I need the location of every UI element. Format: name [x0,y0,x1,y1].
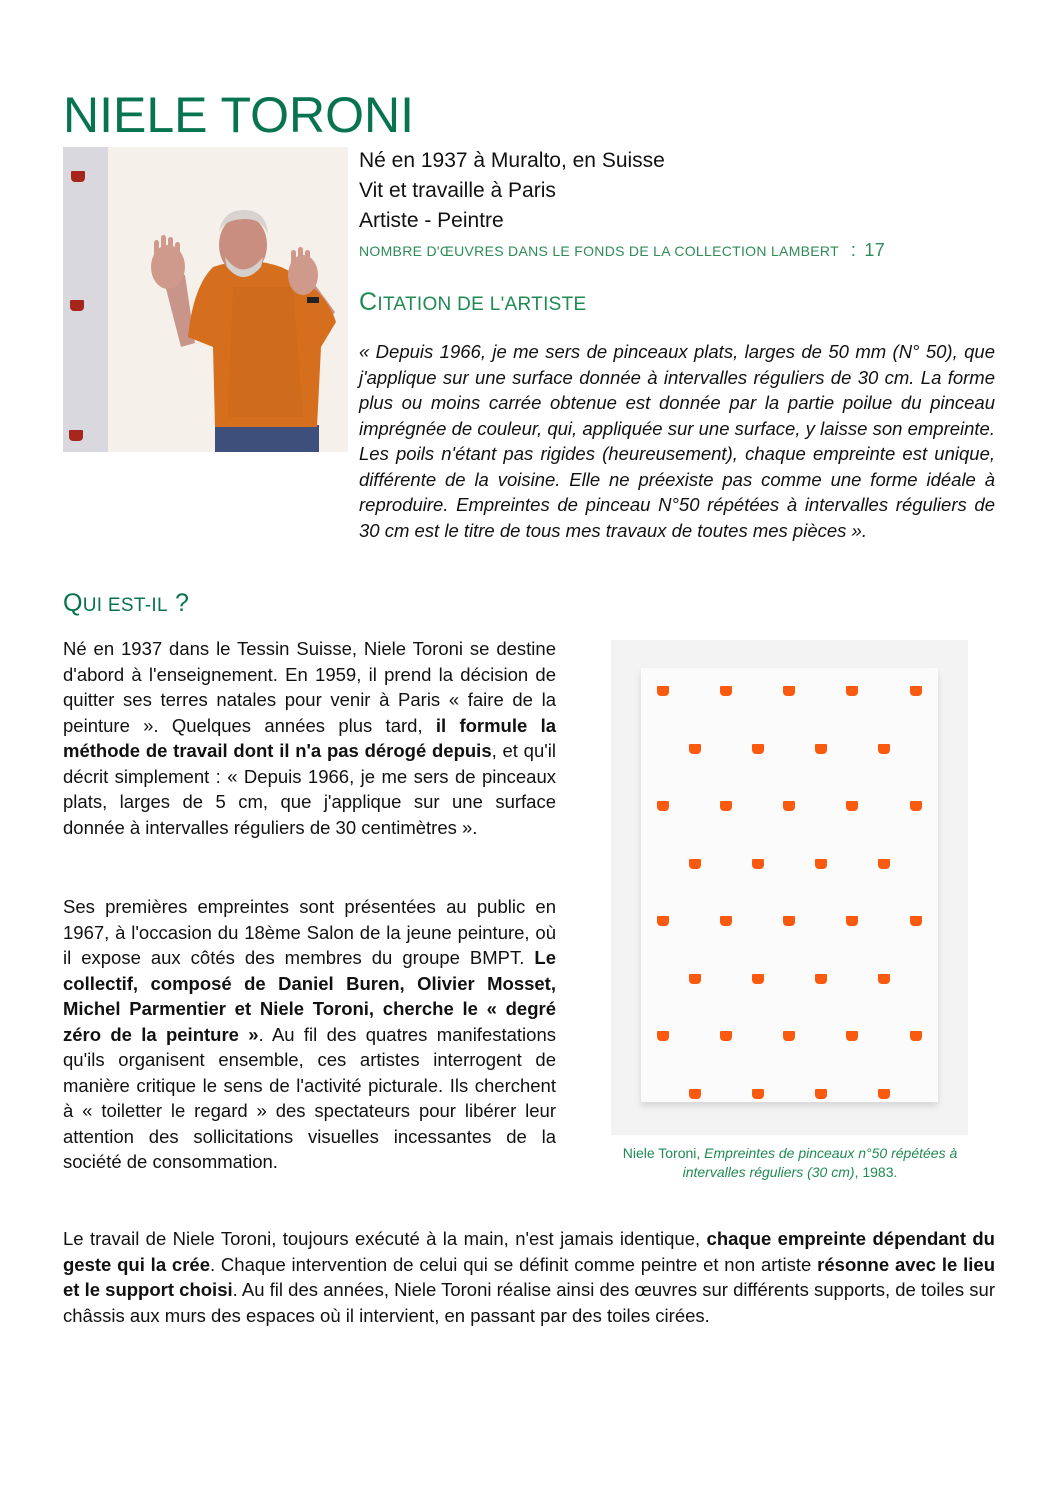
collection-count-label: NOMBRE D'ŒUVRES DANS LE FONDS DE LA COLLECTION LAMBERT [359,243,839,259]
brush-imprint [783,801,795,811]
brush-imprint [846,1031,858,1041]
brush-imprint [657,686,669,696]
bold-text-run: résonne avec le lieu et le support choisi [63,1253,996,1300]
bold-text-run: il formule la méthode de travail dont il n'a pas dérogé depuis [63,714,557,761]
brush-imprint [910,1031,922,1041]
brush-imprint [689,859,701,869]
brush-imprint [657,801,669,811]
brush-imprint [815,744,827,754]
text-run: . Chaque intervention de celui qui se définit comme peintre et non artiste [209,1253,818,1275]
brush-imprint [910,686,922,696]
bio-profession: Artiste - Peintre [359,209,504,232]
bio-paragraph-2 [63,894,556,1175]
qui-heading-mark: ? [167,589,190,617]
bio-residence: Vit et travaille à Paris [359,179,556,202]
brush-imprint [720,686,732,696]
collection-count-sep: : [850,240,857,260]
brush-imprint [815,974,827,984]
brush-imprint [910,916,922,926]
brush-imprint [878,744,890,754]
brush-imprint [846,686,858,696]
text-run: Né en 1937 dans le Tessin Suisse, Niele Toroni se destine d'abord à l'enseignement. En 1959, il prend la décision de quitter ses terres natales pour venir à Paris « faire de la peinture ». Quelques années plus tard, [63,638,556,736]
brush-imprint [720,916,732,926]
citation-heading [359,288,587,317]
page-title: NIELE TORONI [63,86,415,143]
caption-title: Empreintes de pinceaux n°50 répétées à intervalles réguliers (30 cm) [682,1145,958,1180]
bio-birth: Né en 1937 à Muralto, en Suisse [359,149,665,172]
artist-figure [63,147,348,452]
brush-imprint [910,801,922,811]
caption-year: , 1983. [854,1164,898,1180]
collection-count-value: 17 [864,240,886,260]
brush-imprint [878,1089,890,1099]
artwork-image [611,640,968,1135]
brush-imprint [846,801,858,811]
brush-imprint [752,744,764,754]
citation-heading-rest: ITATION DE L'ARTISTE [377,294,587,315]
brush-imprint [657,1031,669,1041]
brush-imprint [815,1089,827,1099]
artwork-caption [590,1144,990,1182]
brush-imprint [783,1031,795,1041]
brush-imprint [752,974,764,984]
brush-imprint [689,974,701,984]
text-run: . Au fil des quatres manifestations qu'ils organisent ensemble, ces artistes interrogent de manière critique le sens de l'activité picturale. Ils cherchent à « toiletter le regard » des spectateurs pour libérer leur attention des sollicitations visuelles incessantes de la société de consommation. [63,1023,556,1172]
brush-imprint [720,1031,732,1041]
brush-imprint [878,859,890,869]
brush-imprint [815,859,827,869]
brush-imprint [752,1089,764,1099]
artist-quote: « Depuis 1966, je me sers de pinceaux plats, larges de 50 mm (N° 50), que j'applique sur une surface donnée à intervalles réguliers de 30 cm. La forme plus ou moins carrée obtenue est donnée par la partie poilue du pinceau imprégnée de couleur, qui, appliquée sur une surface, y laisse son empreinte. Les poils n'étant pas rigides (heureusement), chaque empreinte est unique, différente de la voisine. Elle ne préexiste pas comme une forme idéale à reproduire. Empreintes de pinceau N°50 répétées à intervalles réguliers de 30 cm est le titre de tous mes travaux de toutes mes pièces ». [359,341,995,541]
brush-imprint [657,916,669,926]
text-run: Ses premières empreintes sont présentées au public en 1967, à l'occasion du 18ème Salon de la jeune peinture, où il expose aux côtés des membres du groupe BMPT. [63,896,556,968]
bio-paragraph-1 [63,636,556,840]
text-run: Le travail de Niele Toroni, toujours exécuté à la main, n'est jamais identique, [63,1228,707,1249]
citation-heading-initial: C [359,288,378,316]
artist-bio [359,146,999,261]
caption-artist: Niele Toroni, [622,1145,705,1161]
brush-imprint [720,801,732,811]
artist-photo [63,147,348,452]
qui-heading-rest: UI EST-IL [82,595,168,616]
artwork-paper [641,668,938,1102]
qui-est-il-heading [63,589,189,618]
brush-imprint [878,974,890,984]
bold-text-run: chaque empreinte dépendant du geste qui la crée [63,1228,995,1275]
brush-imprint [846,916,858,926]
brush-imprint [783,916,795,926]
brush-imprint [689,744,701,754]
text-run: , et qu'il décrit simplement : « Depuis 1966, je me sers de pinceaux plats, larges de 5 cm, que j'applique sur une surface donnée à intervalles réguliers de 30 centimètres ». [63,740,557,838]
brush-imprint [689,1089,701,1099]
brush-imprint [752,859,764,869]
qui-heading-initial: Q [63,589,83,617]
bold-text-run: Le collectif, composé de Daniel Buren, Olivier Mosset, Michel Parmentier et Niele Toroni, cherche le « degré zéro de la peinture » [63,947,556,1045]
collection-count [359,240,999,261]
text-run: . Au fil des années, Niele Toroni réalise ainsi des œuvres sur différents supports, de toiles sur châssis aux murs des espaces où il intervient, en passant par des toiles cirées. [63,1279,996,1326]
closing-paragraph [63,1226,995,1328]
brush-imprint [783,686,795,696]
